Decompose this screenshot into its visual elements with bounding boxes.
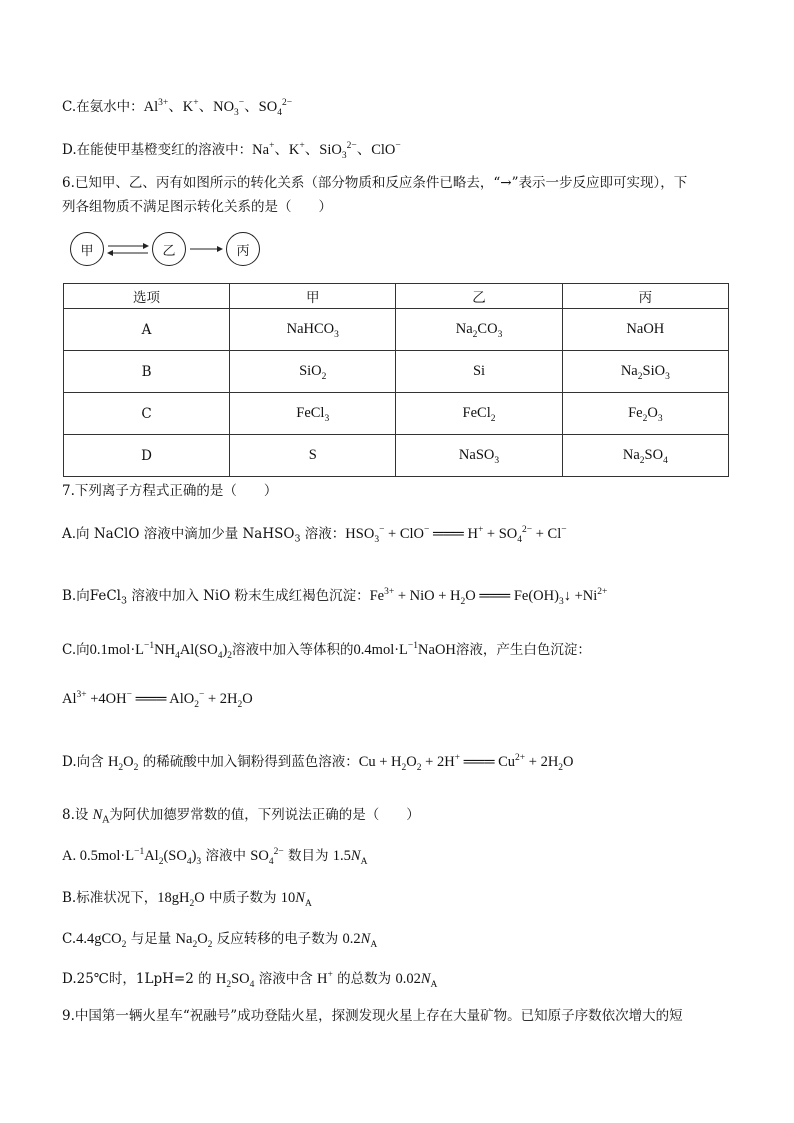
q7-option-d: D.向含 $H_2O_2$ 的稀硫酸中加入铜粉得到蓝色溶液：$Cu + H_2O_2 + 2H^+$ ═══ $Cu^{2+} + 2H_2O$ <box>62 753 574 773</box>
header-option: 选项 <box>64 284 230 309</box>
cell-jia: S <box>230 435 396 477</box>
cell-bing: NaOH <box>562 309 728 351</box>
row-option: B <box>64 351 230 393</box>
cell-jia: SiO$_2$ <box>230 351 396 393</box>
row-option: A <box>64 309 230 351</box>
cell-bing: $Fe_2O_3$ <box>562 393 728 435</box>
node-bing: 丙 <box>226 232 260 266</box>
header-yi: 乙 <box>396 284 562 309</box>
q8-option-c: C.4.4gCO$_2$ 与足量 $Na_2O_2$ 反应转移的电子数为 $0.2N_A$ <box>62 931 378 950</box>
table-row <box>64 393 729 435</box>
table-row <box>64 435 729 477</box>
cell-jia: NaHCO$_3$ <box>230 309 396 351</box>
q5-option-c: C.在氨水中：$Al^{3+}$、K+、$NO_3^-$、$SO_4^{2-}$ <box>62 98 293 118</box>
cell-yi: NaSO$_3$ <box>396 435 562 477</box>
cell-yi: $Na_2CO_3$ <box>396 309 562 351</box>
row-option: C <box>64 393 230 435</box>
cell-yi: Si <box>396 351 562 393</box>
cell-bing: $Na_2SO_4$ <box>562 435 728 477</box>
cell-jia: FeCl$_3$ <box>230 393 396 435</box>
q7-stem: 7.下列离子方程式正确的是（ ） <box>62 483 278 499</box>
cell-bing: $Na_2SiO_3$ <box>562 351 728 393</box>
q7-option-c: C.向$0.1mol\cdot L^{-1}NH_4Al(SO_4)_2$溶液中加入等体积的$0.4mol\cdot L^{-1}NaOH$溶液，产生白色沉淀： <box>62 641 591 661</box>
row-option: D <box>64 435 230 477</box>
conversion-arrows <box>70 232 270 272</box>
q8-option-a: A. $0.5mol\cdot L^{-1}Al_2(SO_4)_3$ 溶液中 $SO_4^{2-}$ 数目为 $1.5N_A$ <box>62 847 368 867</box>
q7-option-c-equation: $Al^{3+} +4OH^-$ ═══ $AlO_2^- + 2H_2O$ <box>62 690 253 710</box>
header-bing: 丙 <box>562 284 728 309</box>
node-jia: 甲 <box>70 232 104 266</box>
node-yi: 乙 <box>152 232 186 266</box>
q6-stem-line1: 6.已知甲、乙、丙有如图所示的转化关系（部分物质和反应条件已略去，“→”表示一步反应即可实现），下 <box>62 175 688 191</box>
q5-option-d: D.在能使甲基橙变红的溶液中：Na+、K+、SiO$_3^{2-}$、ClO− <box>62 141 401 161</box>
table-row <box>64 351 729 393</box>
table-row <box>64 309 729 351</box>
q8-stem: 8.设 $N_A$为阿伏加德罗常数的值，下列说法正确的是（ ） <box>62 807 420 826</box>
q9-stem-line1: 9.中国第一辆火星车“祝融号”成功登陆火星，探测发现火星上存在大量矿物。已知原子序数依次增大的短 <box>62 1008 683 1024</box>
conversion-diagram <box>70 232 270 272</box>
q8-option-b: B.标准状况下，$18gH_2O$ 中质子数为 $10N_A$ <box>62 890 312 909</box>
q6-stem-line2: 列各组物质不满足图示转化关系的是（ ） <box>62 199 332 215</box>
options-table <box>63 283 729 477</box>
cell-yi: FeCl$_2$ <box>396 393 562 435</box>
q7-option-b: B.向FeCl$_3$ 溶液中加入 NiO 粉末生成红褐色沉淀：$Fe^{3+}$ + NiO + $H_2O$ ═══ $Fe(OH)_3↓ +Ni^{2+}$ <box>62 587 608 607</box>
q8-option-d: D.25℃时，1LpH=2 的 $H_2SO_4$ 溶液中含 H+ 的总数为 $0.02N_A$ <box>62 970 438 990</box>
header-jia: 甲 <box>230 284 396 309</box>
table-header-row <box>64 284 729 309</box>
q7-option-a: A.向 NaClO 溶液中滴加少量 NaHSO$_3$ 溶液：$HSO_3^- + ClO^-$ ═══ $H^+ + SO_4^{2-} + Cl^-$ <box>62 525 567 545</box>
